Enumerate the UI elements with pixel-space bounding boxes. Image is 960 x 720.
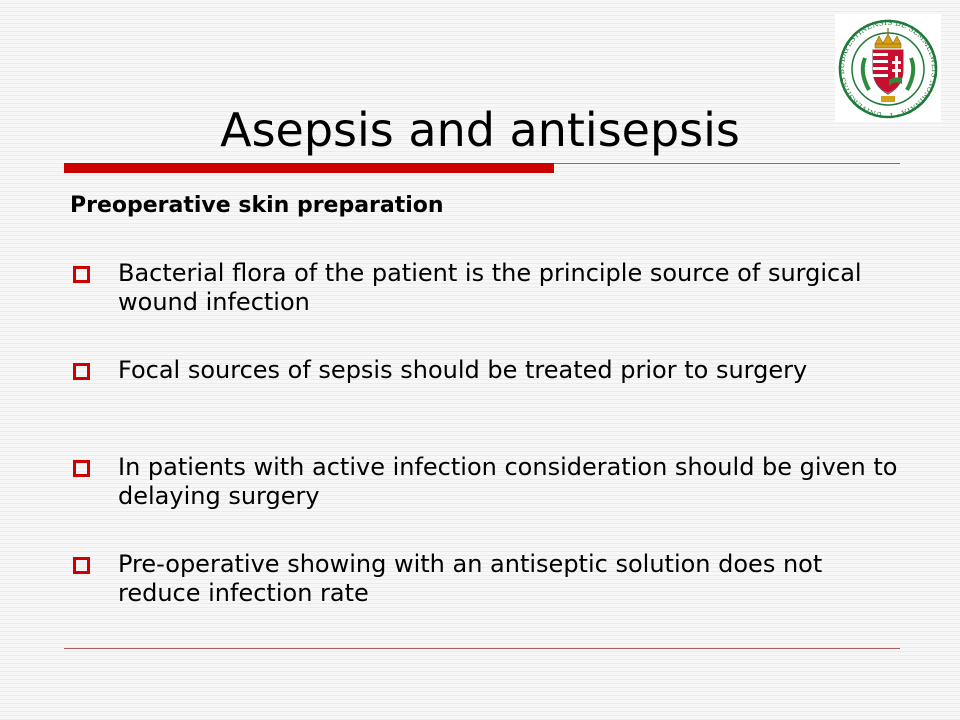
square-bullet-icon [73, 266, 90, 283]
square-bullet-icon [73, 557, 90, 574]
square-bullet-icon [73, 363, 90, 380]
section-heading: Preoperative skin preparation [70, 193, 444, 218]
bullet-text: Bacterial flora of the patient is the principle source of surgical wound infection [118, 259, 862, 316]
footer-divider-line [64, 648, 900, 649]
slide-title: Asepsis and antisepsis [220, 103, 740, 157]
svg-text:UNIVERSITAS BUDAPESTINENSIS DE: UNIVERSITAS BUDAPESTINENSIS DE SEMMELWEIS NOMINATA · 1 [836, 17, 940, 121]
bullet-text: In patients with active infection consideration should be given to delaying surgery [118, 453, 898, 510]
bullet-text: Focal sources of sepsis should be treated prior to surgery [118, 356, 808, 384]
square-bullet-icon [73, 460, 90, 477]
bullet-text: Pre-operative showing with an antiseptic solution does not reduce infection rate [118, 550, 823, 607]
